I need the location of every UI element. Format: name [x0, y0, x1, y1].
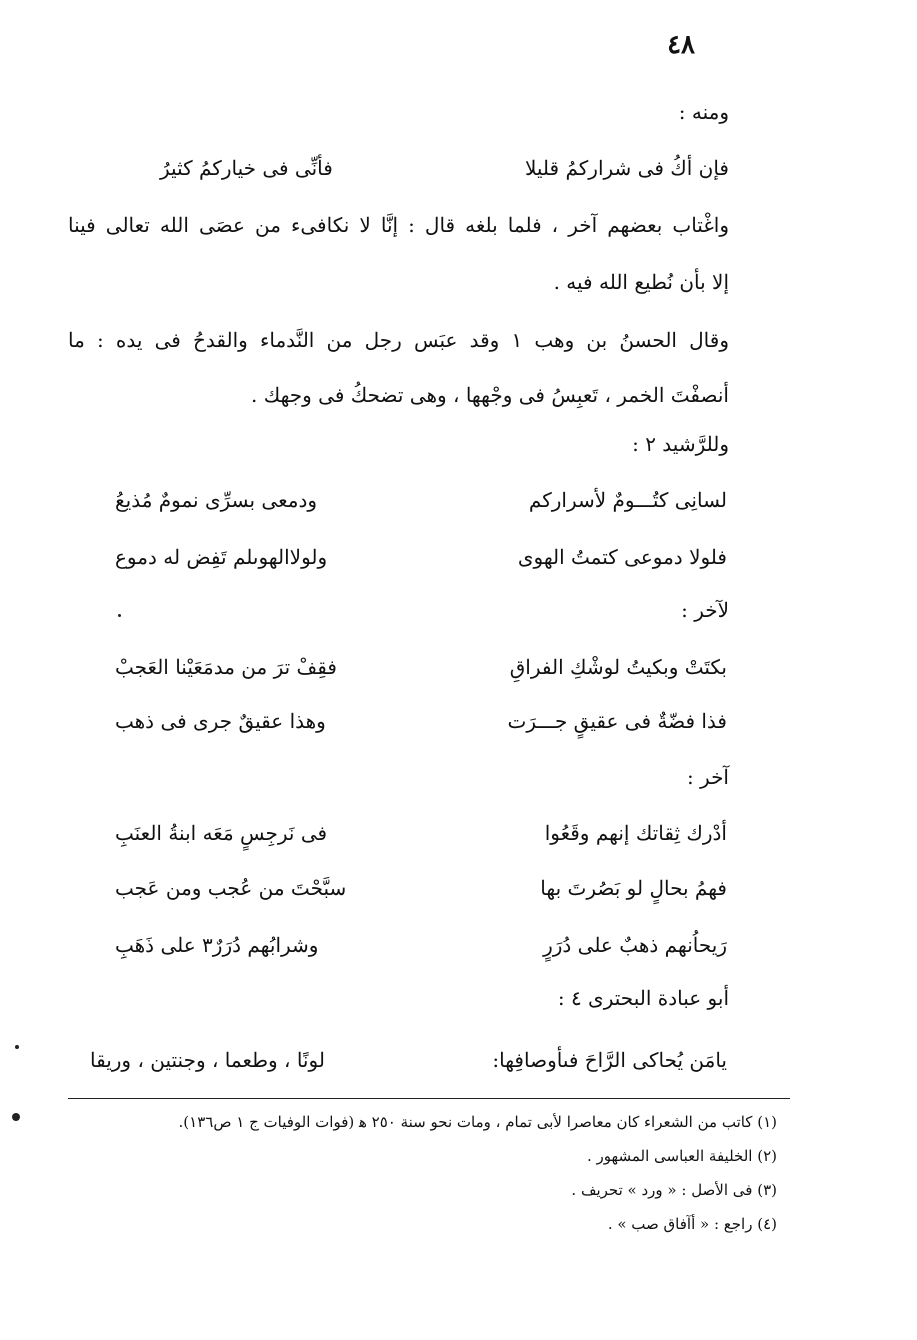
paragraph-intro: ومنه :: [678, 100, 729, 124]
page-number: ٤٨: [667, 30, 695, 60]
verse-line: [160, 148, 729, 188]
verse-first-hemistich: فإن أكُ فى شراركمُ قليلا: [524, 156, 729, 180]
verse-line: [90, 1040, 727, 1080]
verse-second-hemistich: وهذا عقيقٌ جرى فى ذهب: [115, 709, 326, 733]
paragraph-line: إلا بأن نُطيع الله فيه .: [553, 270, 729, 294]
poem-heading: آخر :: [686, 765, 729, 789]
verse-second-hemistich: سبَّحْتَ من عُجب ومن عَجب: [115, 876, 347, 900]
verse-first-hemistich: فذا فضّةٌ فى عقيقٍ جـــرَت: [507, 709, 727, 733]
verse-first-hemistich: أدْرك ثِقاتك إنهم وقَعُوا: [544, 821, 727, 845]
poem-heading: وللرَّشيد ٢ :: [632, 432, 729, 456]
verse-first-hemistich: لسانِى كتُـــومٌ لأسراركم: [528, 488, 727, 512]
poem-heading: لآخر :: [681, 598, 729, 622]
verse-line: [115, 813, 727, 853]
footnote-item: (٣) فى الأصل : « ورد » تحريف .: [571, 1181, 777, 1199]
verse-second-hemistich: لونًا ، وطعما ، وجنتين ، وريقا: [90, 1048, 325, 1072]
verse-second-hemistich: ولولاالهوىلم تَفِض له دموع: [115, 545, 328, 569]
verse-first-hemistich: بكتَتْ وبكيتُ لوشْكِ الفراقِ: [509, 655, 727, 679]
verse-second-hemistich: ودمعى بسرِّى نمومٌ مُذيعُ: [115, 488, 318, 512]
paragraph-line: أنصفْتَ الخمر ، تَعبِسُ فى وجْهها ، وهى تضحكُ فى وجهك .: [251, 383, 729, 407]
poem-heading: أبو عبادة البحترى ٤ :: [557, 986, 729, 1010]
verse-line: [115, 537, 727, 577]
verse-line: [115, 868, 727, 908]
footnote-separator: [68, 1098, 790, 1099]
footnote-item: (١) كاتب من الشعراء كان معاصرا لأبى تمام ، ومات نحو سنة ٢٥٠ ﻫ (فوات الوفيات ج ١ ص١٣٦).: [178, 1113, 777, 1131]
verse-first-hemistich: فهمُ بحالٍ لو بَصُرتَ بها: [540, 876, 727, 900]
margin-mark: [15, 1045, 19, 1049]
footnote-item: (٢) الخليفة العباسى المشهور .: [587, 1147, 777, 1165]
verse-line: [115, 925, 727, 965]
margin-mark: [12, 1113, 20, 1121]
verse-second-hemistich: فى نَرجِسٍ مَعَه ابنةُ العنَبِ: [115, 821, 328, 845]
verse-line: [115, 647, 727, 687]
verse-line: [115, 480, 727, 520]
verse-first-hemistich: رَيحاُنهم ذهبٌ على دُرَرٍ: [543, 933, 727, 957]
verse-second-hemistich: فقِفْ ترَ من مدمَعَيْنا العَجبْ: [115, 655, 337, 679]
footnote-item: (٤) راجع : « أآفاق صب » .: [607, 1215, 777, 1233]
verse-second-hemistich: وشرابُهم دُرَرٌ٣ على ذَهَبِ: [115, 933, 319, 957]
verse-line: [115, 701, 727, 741]
verse-first-hemistich: فلولا دموعى كتمتُ الهوى: [517, 545, 727, 569]
paragraph-line: واغْتاب بعضهم آخر ، فلما بلغه قال : إنَّا لا نكافىء من عصَى الله تعالى فينا: [68, 213, 729, 237]
paragraph-line: وقال الحسنُ بن وهب ١ وقد عبَس رجل من النَّدماء والقدحُ فى يده : ما: [68, 328, 729, 352]
verse-second-hemistich: فأنِّى فى خياركمُ كثيرُ: [160, 156, 333, 180]
verse-first-hemistich: يامَن يُحاكى الرَّاحَ فىأوصافِها:: [492, 1048, 727, 1072]
margin-mark: [118, 614, 121, 617]
